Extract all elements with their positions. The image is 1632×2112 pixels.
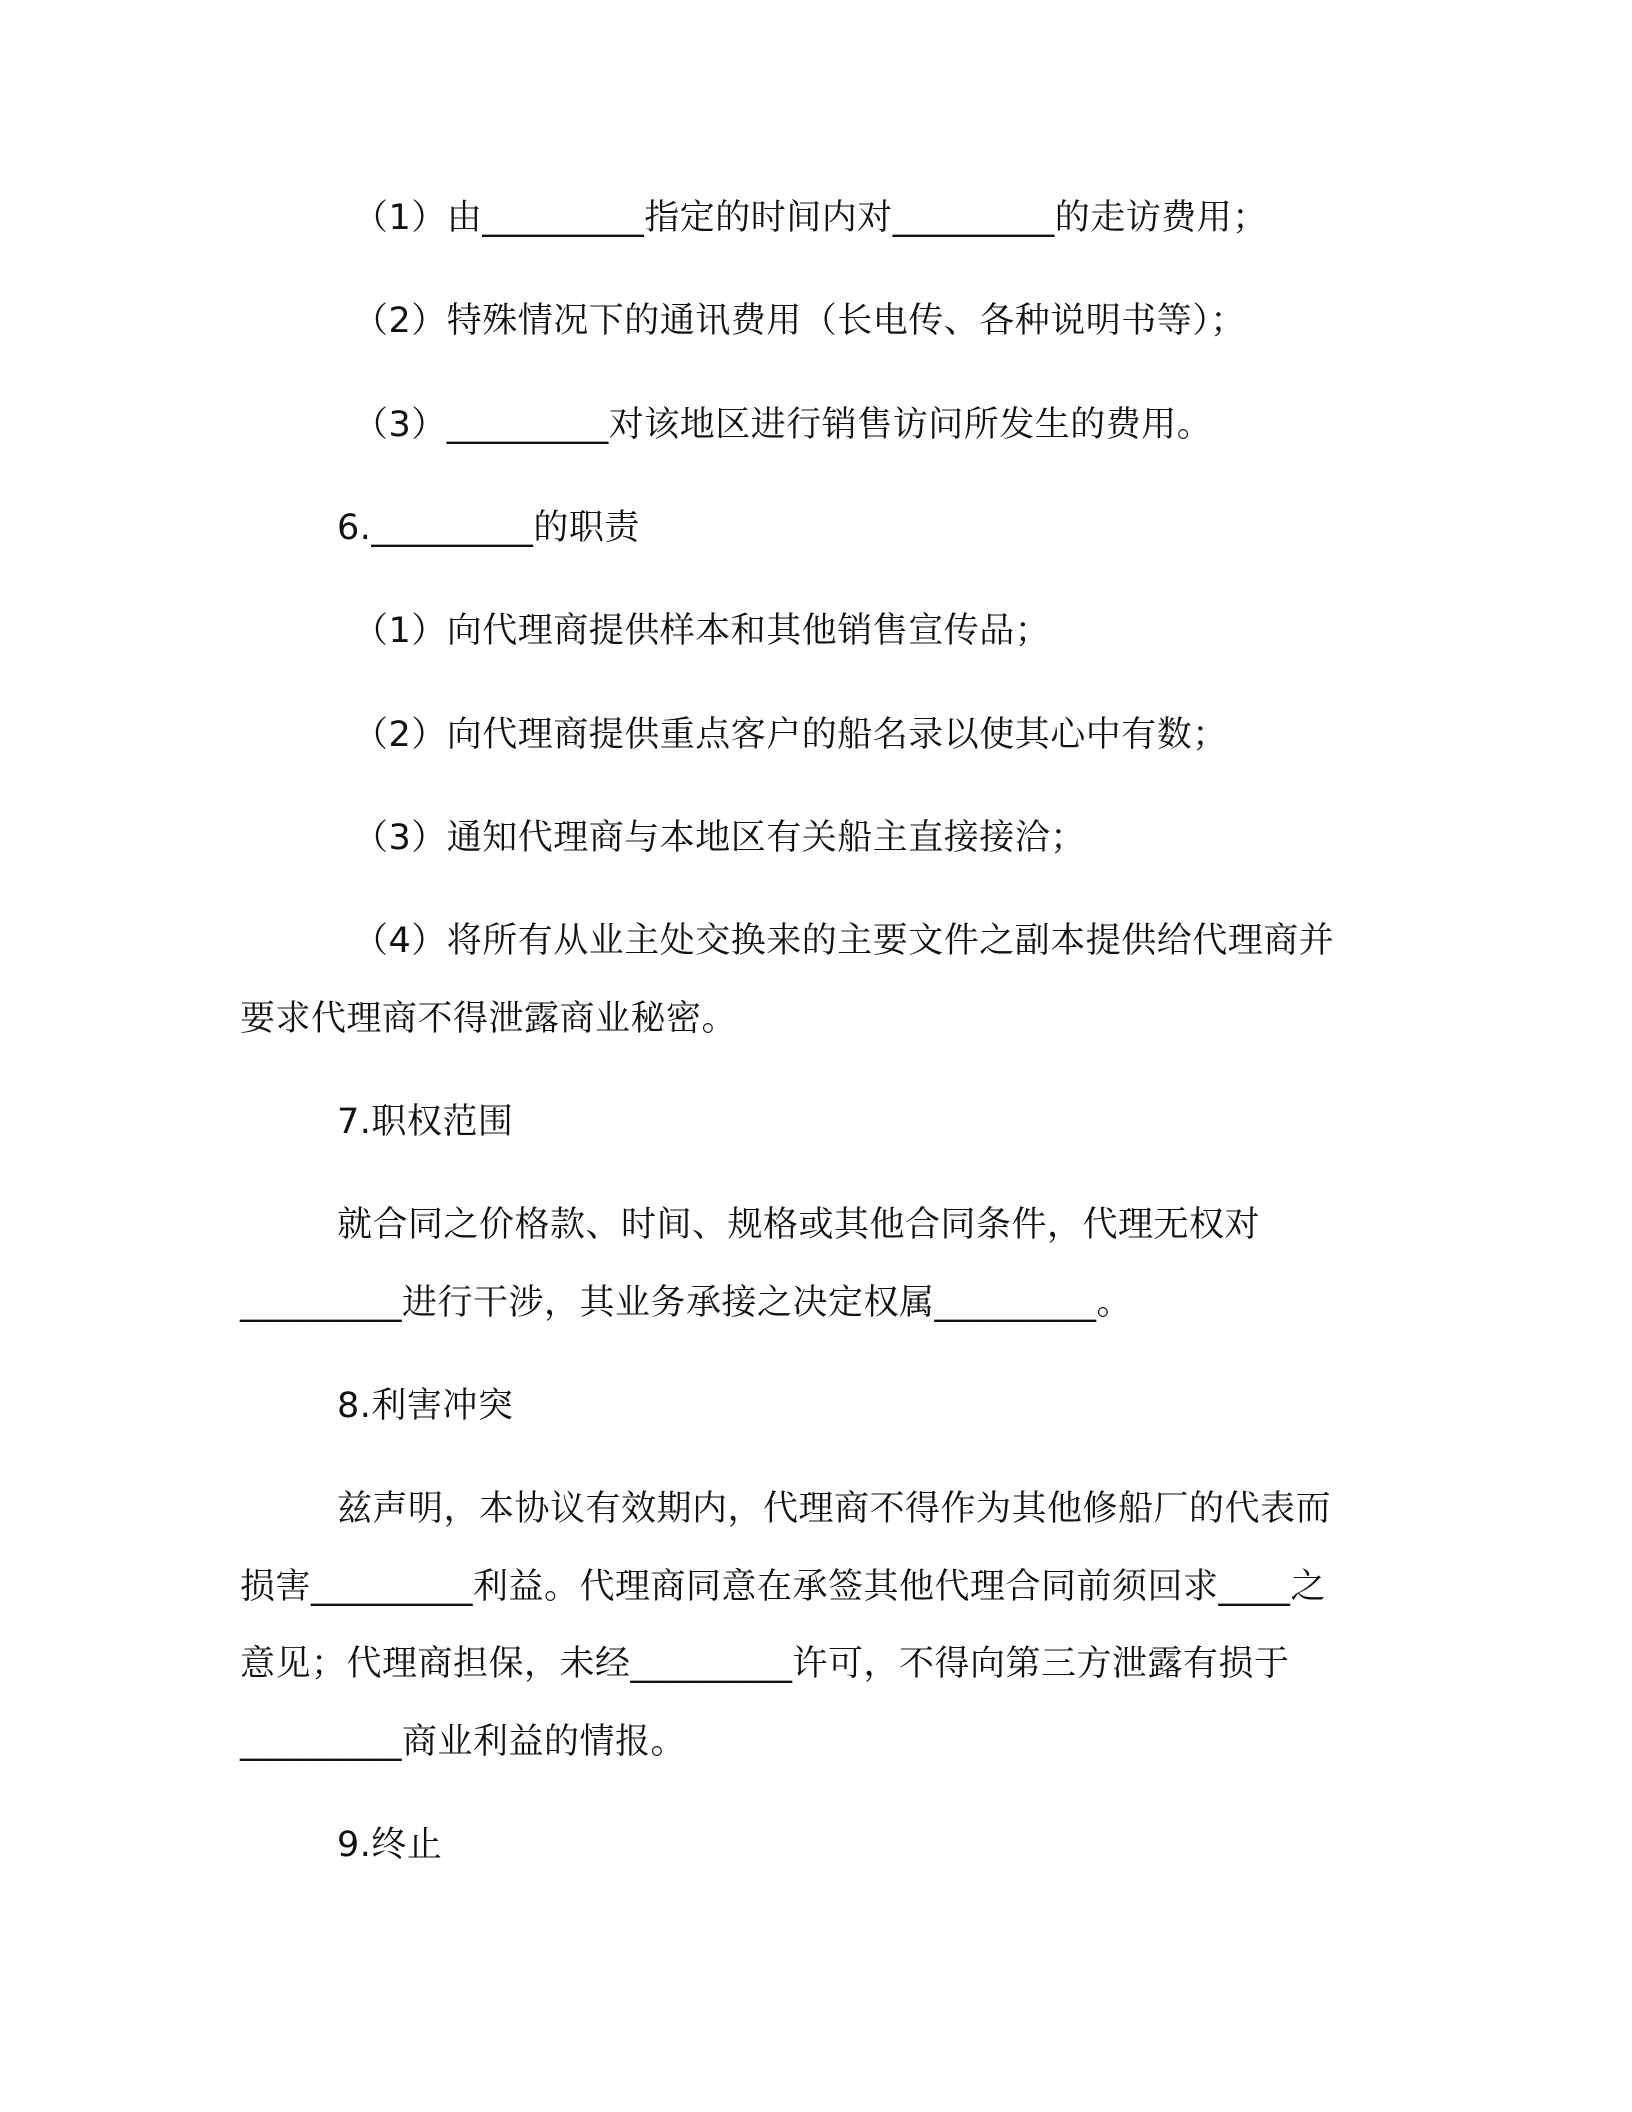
clause-8-para-line-4: _________商业利益的情报。: [240, 1722, 687, 1762]
clause-7-para-line-2: _________进行干涉，其业务承接之决定权属_________。: [240, 1283, 1133, 1323]
clause-5-item-2: （2）特殊情况下的通讯费用（长电传、各种说明书等）；: [353, 301, 1246, 341]
clause-6-item-2: （2）向代理商提供重点客户的船名录以使其心中有数；: [353, 715, 1228, 755]
clause-5-item-1: （1）由_________指定的时间内对_________的走访费用；: [353, 198, 1268, 238]
section-heading-6: 6._________的职责: [337, 508, 640, 548]
section-heading-9: 9.终止: [337, 1825, 443, 1865]
clause-6-item-4: （4）将所有从业主处交换来的主要文件之副本提供给代理商并: [353, 921, 1335, 961]
clause-5-item-3: （3）_________对该地区进行销售访问所发生的费用。: [353, 405, 1213, 445]
clause-6-item-3: （3）通知代理商与本地区有关船主直接接洽；: [353, 818, 1086, 858]
clause-8-para-line-1: 兹声明，本协议有效期内，代理商不得作为其他修船厂的代表而: [337, 1489, 1332, 1529]
clause-6-item-1: （1）向代理商提供样本和其他销售宣传品；: [353, 611, 1051, 651]
section-heading-7: 7.职权范围: [337, 1102, 514, 1142]
section-heading-8: 8.利害冲突: [337, 1386, 514, 1426]
clause-8-para-line-3: 意见；代理商担保，未经_________许可，不得向第三方泄露有损于: [240, 1644, 1290, 1684]
clause-7-para-line-1: 就合同之价格款、时间、规格或其他合同条件，代理无权对: [337, 1205, 1261, 1245]
clause-6-item-4-cont: 要求代理商不得泄露商业秘密。: [240, 999, 738, 1039]
clause-8-para-line-2: 损害_________利益。代理商同意在承签其他代理合同前须回求____之: [240, 1567, 1327, 1607]
